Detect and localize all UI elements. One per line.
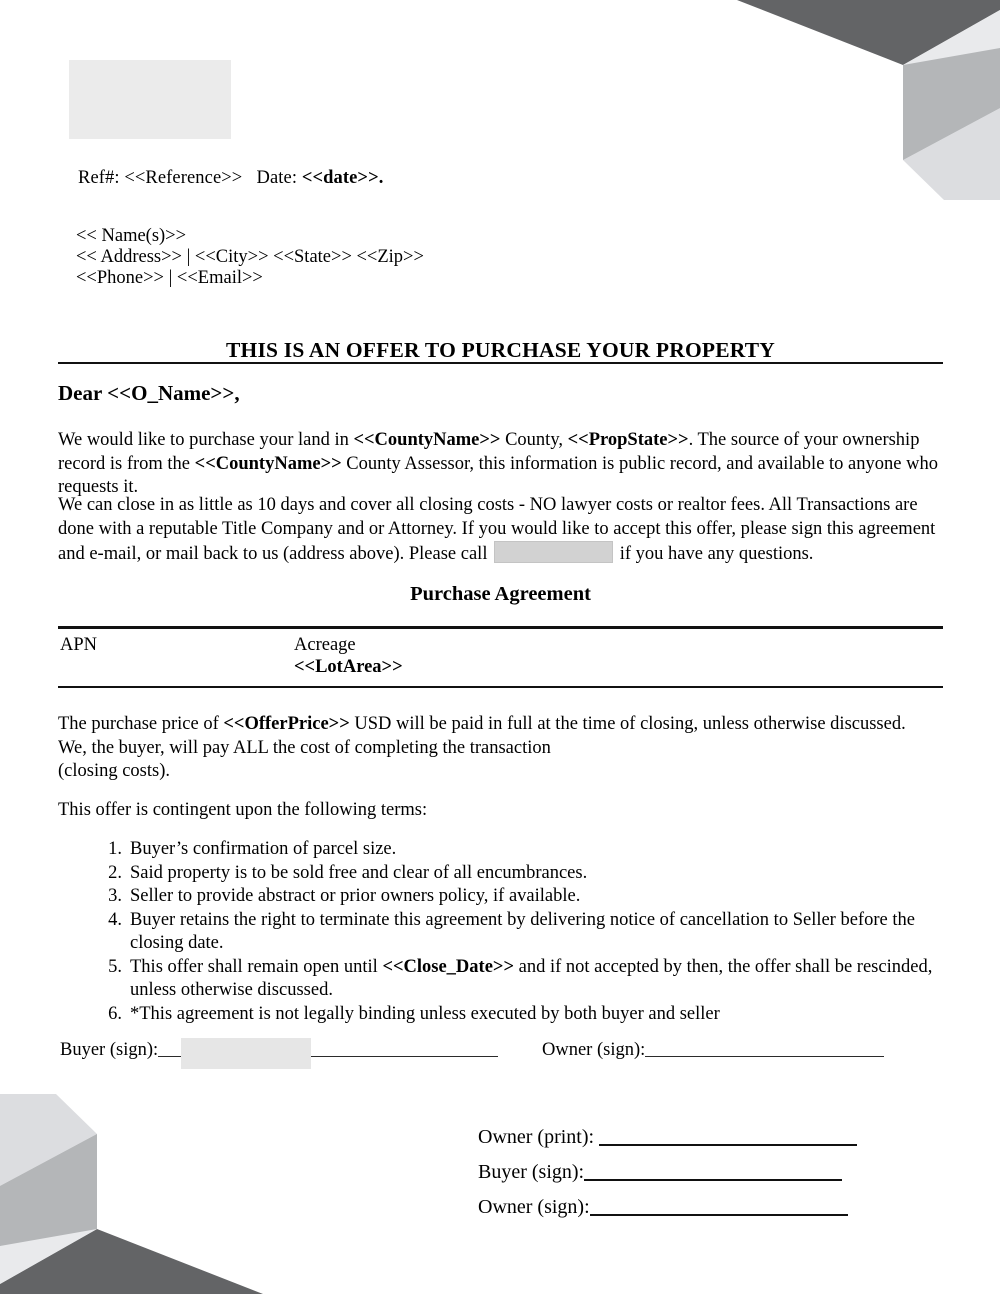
table-bottom-divider xyxy=(58,686,943,688)
buyer-sign-field[interactable] xyxy=(478,1155,857,1190)
recipient-address: << Address>> | <<City>> <<State>> <<Zip>> xyxy=(76,247,424,267)
list-item-text: Buyer’s confirmation of parcel size. xyxy=(130,839,397,859)
table-top-divider xyxy=(58,626,943,629)
owner-print-label: Owner (print): xyxy=(478,1126,600,1148)
owner-signature-field[interactable] xyxy=(542,1040,884,1061)
list-item-text: Buyer retains the right to terminate this agreement by delivering notice of cancellation to Seller before the closing date. xyxy=(130,909,915,953)
list-item-number: 1. xyxy=(108,839,122,859)
table-cell-apn: APN xyxy=(60,635,98,655)
list-item xyxy=(58,956,943,1003)
p1-county-name-2: <<CountyName>> xyxy=(194,453,342,474)
paragraph-purchase-intent xyxy=(58,429,943,500)
list-item-text-before: This offer shall remain open until xyxy=(130,956,383,977)
redacted-phone-number xyxy=(494,541,613,563)
list-item xyxy=(58,885,943,909)
list-item-text: Said property is to be sold free and clear of all encumbrances. xyxy=(130,862,588,883)
p3-line-2: We, the buyer, will pay ALL the cost of completing the transaction xyxy=(58,737,551,758)
decorative-corner-graphic-top-right xyxy=(700,0,1000,200)
owner-sign-line[interactable] xyxy=(590,1199,848,1216)
table-cell-acreage xyxy=(294,634,403,678)
list-item-number: 4. xyxy=(108,909,122,930)
acreage-label: Acreage xyxy=(294,635,356,655)
p1-prop-state: <<PropState>> xyxy=(567,430,689,450)
list-item-number: 3. xyxy=(108,886,122,906)
redacted-buyer-signature xyxy=(181,1038,311,1069)
title-divider xyxy=(58,362,943,364)
buyer-signature-label: Buyer (sign): xyxy=(60,1040,159,1060)
owner-sign-field[interactable] xyxy=(478,1190,857,1225)
buyer-sign-label: Buyer (sign): xyxy=(478,1161,585,1183)
salutation: Dear <<O_Name>>, xyxy=(58,381,240,405)
p1-county-name-1: <<CountyName>> xyxy=(353,430,501,450)
paragraph-contingency-intro: This offer is contingent upon the following terms: xyxy=(58,800,428,820)
reference-value: <<Reference>> xyxy=(124,168,243,188)
date-label: Date: xyxy=(256,168,298,188)
owner-print-field[interactable] xyxy=(478,1120,857,1155)
p1-seg-4: County Assessor, this information is public record, and available to anyone who requests it. xyxy=(58,453,938,497)
p2-seg-2: if you have any questions. xyxy=(615,544,814,564)
list-item-text: *This agreement is not legally binding unless executed by both buyer and seller xyxy=(130,1003,720,1024)
p1-seg-1: We would like to purchase your land in xyxy=(58,430,354,450)
recipient-name: << Name(s)>> xyxy=(76,226,187,246)
date-value: <<date>>. xyxy=(301,168,384,188)
list-item-number: 6. xyxy=(108,1003,122,1024)
recipient-contact: <<Phone>> | <<Email>> xyxy=(76,268,263,288)
p3-seg-1: The purchase price of xyxy=(58,714,224,734)
p3-seg-2: USD will be paid in full at the time of closing, unless otherwise discussed. xyxy=(349,714,906,734)
p1-seg-2: County, xyxy=(500,430,568,450)
list-item-number: 5. xyxy=(108,956,122,977)
recipient-address-block xyxy=(76,226,424,289)
list-item xyxy=(58,909,943,956)
list-item xyxy=(58,862,943,886)
list-item xyxy=(58,1003,943,1027)
p3-offer-price: <<OfferPrice>> xyxy=(223,714,350,734)
section-title-purchase-agreement: Purchase Agreement xyxy=(410,583,591,605)
paragraph-closing-terms xyxy=(58,494,943,567)
owner-signature-label: Owner (sign): xyxy=(542,1040,646,1060)
p3-line-3: (closing costs). xyxy=(58,761,171,781)
list-item-text: Seller to provide abstract or prior owners policy, if available. xyxy=(130,886,581,906)
owner-sign-label: Owner (sign): xyxy=(478,1196,590,1218)
page-title: THIS IS AN OFFER TO PURCHASE YOUR PROPERTY xyxy=(225,338,775,362)
p2-seg-1: We can close in as little as 10 days and cover all closing costs - NO lawyer costs or realtor fees. All Transactions are done with a reputable Title Company and or Attorney. If you would like to accept this offer, please sign this agreement and e-mail, or mail back to us (address above). Please call xyxy=(58,495,936,564)
list-item xyxy=(58,838,943,862)
paragraph-purchase-price xyxy=(58,713,943,784)
decorative-corner-graphic-bottom-left xyxy=(0,1094,300,1294)
owner-signature-line[interactable] xyxy=(645,1042,884,1057)
logo-placeholder xyxy=(69,60,231,139)
list-item-text-after: and if not accepted by then, the offer shall be rescinded, unless otherwise discussed. xyxy=(130,956,933,1000)
reference-label: Ref#: xyxy=(78,168,120,188)
lot-area-value: <<LotArea>> xyxy=(294,657,403,677)
p1-seg-3: . The source of your ownership record is from the xyxy=(58,430,920,474)
list-item-number: 2. xyxy=(108,862,122,883)
reference-date-line xyxy=(78,168,383,189)
terms-list xyxy=(58,838,943,1026)
buyer-sign-line[interactable] xyxy=(584,1164,842,1181)
close-date-value: <<Close_Date>> xyxy=(382,956,514,977)
signature-block xyxy=(478,1120,857,1225)
owner-print-line[interactable] xyxy=(599,1129,857,1146)
